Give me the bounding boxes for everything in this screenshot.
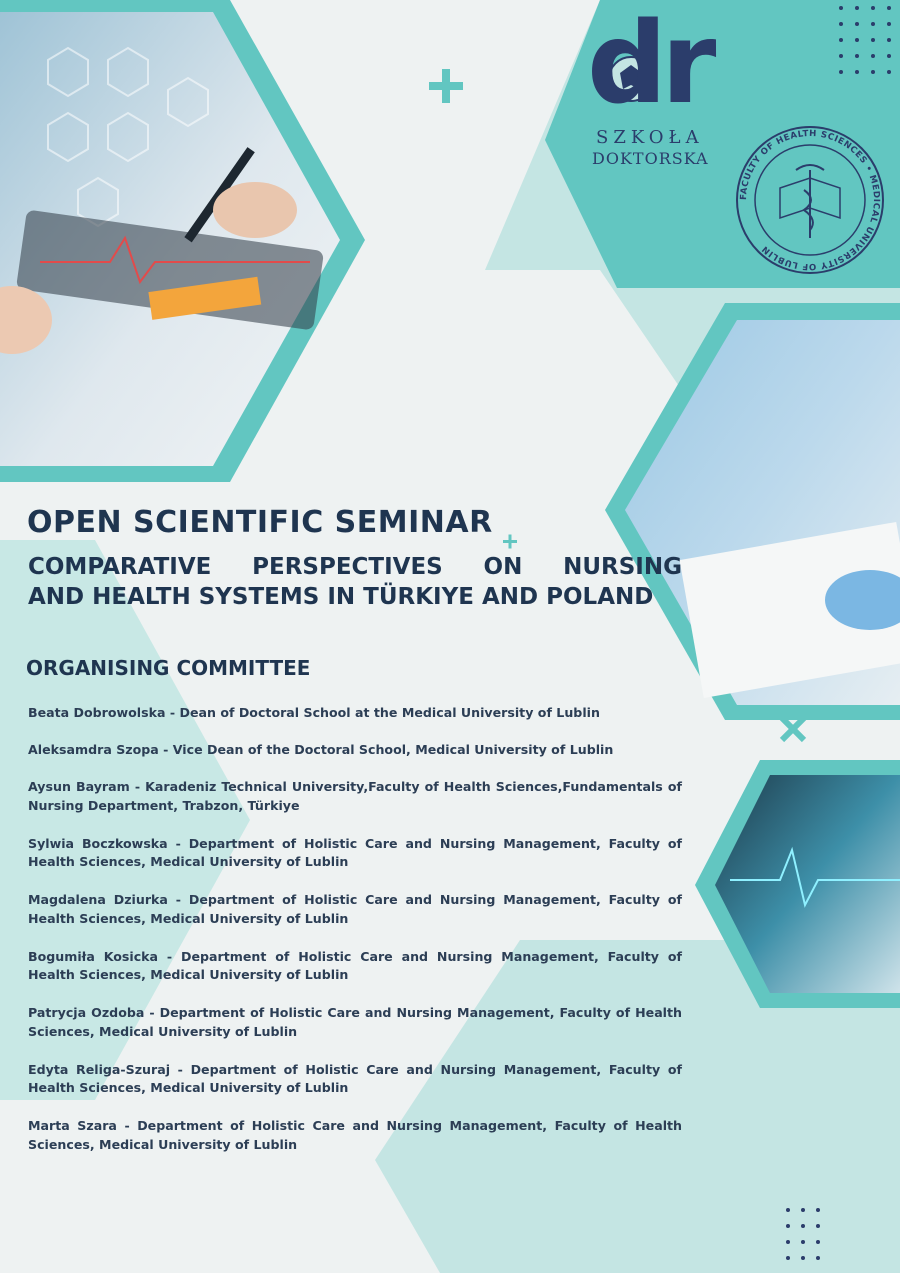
- seminar-subtitle-line1: COMPARATIVE PERSPECTIVES ON NURSING: [28, 554, 682, 580]
- committee-member: Aysun Bayram - Karadeniz Technical University,Faculty of Health Sciences,Fundamentals of Nursing Department, Trabzon, Türkiye: [28, 779, 682, 813]
- hand: [213, 182, 297, 238]
- committee-member: Beata Dobrowolska - Dean of Doctoral School at the Medical University of Lublin: [28, 705, 600, 720]
- committee-list: [28, 704, 682, 1174]
- committee-member: Patrycja Ozdoba - Department of Holistic Care and Nursing Management, Faculty of Health Sciences, Medical University of Lublin: [28, 1005, 682, 1039]
- plus-small: [503, 535, 517, 549]
- seminar-title: OPEN SCIENTIFIC SEMINAR: [27, 505, 493, 540]
- faculty-seal-text: [737, 127, 883, 273]
- committee-member: Bogumiła Kosicka - Department of Holistic Care and Nursing Management, Faculty of Health Sciences, Medical University of Lublin: [28, 948, 682, 982]
- seal-circular-text: FACULTY OF HEALTH SCIENCES • MEDICAL UNIVERSITY OF LUBLIN: [738, 128, 882, 272]
- committee-heading: ORGANISING COMMITTEE: [26, 656, 311, 680]
- logo-text-szkola: SZKOŁA: [596, 127, 704, 148]
- cross-right: [782, 718, 804, 740]
- committee-member: Sylwia Boczkowska - Department of Holistic Care and Nursing Management, Faculty of Health Sciences, Medical University of Lublin: [28, 835, 682, 869]
- committee-member: Edyta Religa-Szuraj - Department of Holistic Care and Nursing Management, Faculty of Health Sciences, Medical University of Lublin: [28, 1061, 682, 1095]
- svg-text:FACULTY OF HEALTH SCIENCES • M: [739, 129, 881, 271]
- committee-member: Marta Szara - Department of Holistic Care and Nursing Management, Faculty of Health Sciences, Medical University of Lublin: [28, 1118, 682, 1152]
- seminar-subtitle-line2: AND HEALTH SYSTEMS IN TÜRKIYE AND POLAND: [28, 584, 654, 610]
- committee-member: Aleksamdra Szopa - Vice Dean of the Doctoral School, Medical University of Lublin: [28, 742, 614, 757]
- doctoral-school-logo: dr: [587, 0, 711, 129]
- plus-top: [429, 69, 463, 103]
- committee-member: Magdalena Dziurka - Department of Holistic Care and Nursing Management, Faculty of Health Sciences, Medical University of Lublin: [28, 892, 682, 926]
- logo-text-doktorska: DOKTORSKA: [592, 149, 709, 168]
